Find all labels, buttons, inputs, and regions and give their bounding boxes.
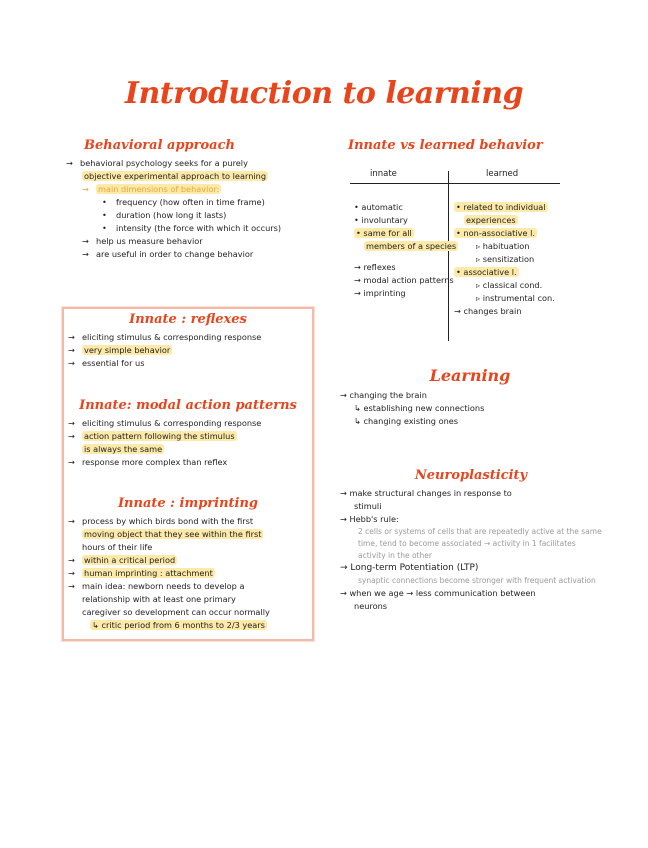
innate-vs-learned-section xyxy=(340,138,590,316)
reflexes-heading: Innate : reflexes xyxy=(129,312,247,327)
table-cell: ▹ classical cond. xyxy=(476,280,543,290)
imprinting-section xyxy=(68,496,308,632)
table-cell: • related to individual xyxy=(456,202,546,212)
list-item: → Long-term Potentiation (LTP) xyxy=(340,563,479,573)
list-item: relationship with at least one primary xyxy=(82,594,236,604)
table-cell: ▹ sensitization xyxy=(476,254,535,264)
hebb-note: 2 cells or systems of cells that are repeatedly active at the same time, tend to become associated → activity in 1 facilitates activity in the other xyxy=(358,527,602,560)
table-cell: experiences xyxy=(466,215,516,225)
list-item: moving object that they see within the first xyxy=(84,529,262,539)
list-item: objective experimental approach to learning xyxy=(84,171,267,181)
list-item: → response more complex than reflex xyxy=(68,457,228,467)
learning-section xyxy=(340,366,600,428)
list-item: ↳ establishing new connections xyxy=(354,403,485,413)
imprinting-heading: Innate : imprinting xyxy=(117,496,259,511)
comparison-table xyxy=(340,157,580,316)
page-title: Introduction to learning xyxy=(124,76,524,111)
list-item: • frequency (how often in time frame) xyxy=(102,197,265,207)
modal-section xyxy=(68,398,308,469)
table-cell: ▹ habituation xyxy=(476,241,530,251)
list-item: → make structural changes in response to xyxy=(340,488,512,498)
innate-column xyxy=(354,201,458,300)
table-cell: → imprinting xyxy=(354,288,406,298)
list-item: • intensity (the force with which it occurs) xyxy=(102,223,282,233)
neuro-heading: Neuroplasticity xyxy=(414,468,528,483)
table-cell: • associative l. xyxy=(456,267,517,277)
list-item: → behavioral psychology seeks for a purely xyxy=(66,158,248,168)
innate-vs-heading: Innate vs learned behavior xyxy=(348,138,543,153)
list-item: stimuli xyxy=(354,501,382,511)
table-cell: • same for all xyxy=(356,228,412,238)
list-item: • duration (how long it lasts) xyxy=(102,210,227,220)
table-cell: → modal action patterns xyxy=(354,275,454,285)
list-item: → help us measure behavior xyxy=(82,236,203,246)
list-item: → main dimensions of behavior: xyxy=(82,184,220,194)
ltp-note: synaptic connections become stronger with frequent activation xyxy=(358,576,596,585)
table-cell: • automatic xyxy=(354,202,403,212)
list-item: → main idea: newborn needs to develop a xyxy=(68,581,245,591)
list-item: → are useful in order to change behavior xyxy=(82,249,254,259)
modal-heading: Innate: modal action patterns xyxy=(79,398,297,413)
list-item: → eliciting stimulus & corresponding response xyxy=(68,332,262,342)
list-item: is always the same xyxy=(84,444,163,454)
list-item: hours of their life xyxy=(82,542,153,552)
learned-column xyxy=(454,201,555,318)
table-cell: → reflexes xyxy=(354,262,396,272)
list-item: → essential for us xyxy=(68,358,145,368)
list-item: → Hebb's rule: xyxy=(340,514,399,524)
table-cell: • non-associative l. xyxy=(456,228,535,238)
neuroplasticity-section xyxy=(340,468,602,613)
reflexes-section xyxy=(68,312,308,370)
table-cell: ▹ instrumental con. xyxy=(476,293,555,303)
col-learned-header: learned xyxy=(486,169,519,179)
list-item: → changing the brain xyxy=(340,390,427,400)
list-item: ↳ changing existing ones xyxy=(354,416,459,426)
col-innate-header: innate xyxy=(370,169,397,179)
list-item: → within a critical period xyxy=(68,555,176,565)
list-item: → human imprinting : attachment xyxy=(68,568,213,578)
list-item: → process by which birds bond with the first xyxy=(68,516,254,526)
behavioral-heading: Behavioral approach xyxy=(84,138,235,153)
list-item: → eliciting stimulus & corresponding response xyxy=(68,418,262,428)
list-item: neurons xyxy=(354,601,388,611)
table-cell: members of a species xyxy=(366,241,457,251)
list-item: → action pattern following the stimulus xyxy=(68,431,235,441)
table-cell: → changes brain xyxy=(454,306,522,316)
learning-heading: Learning xyxy=(429,366,511,385)
table-divider xyxy=(350,183,560,184)
list-item: ↳ critic period from 6 months to 2/3 years xyxy=(92,620,265,630)
table-cell: • involuntary xyxy=(354,215,408,225)
list-item: → when we age → less communication between xyxy=(340,588,536,598)
list-item: → very simple behavior xyxy=(68,345,171,355)
behavioral-section xyxy=(66,138,326,261)
list-item: caregiver so development can occur normally xyxy=(82,607,270,617)
